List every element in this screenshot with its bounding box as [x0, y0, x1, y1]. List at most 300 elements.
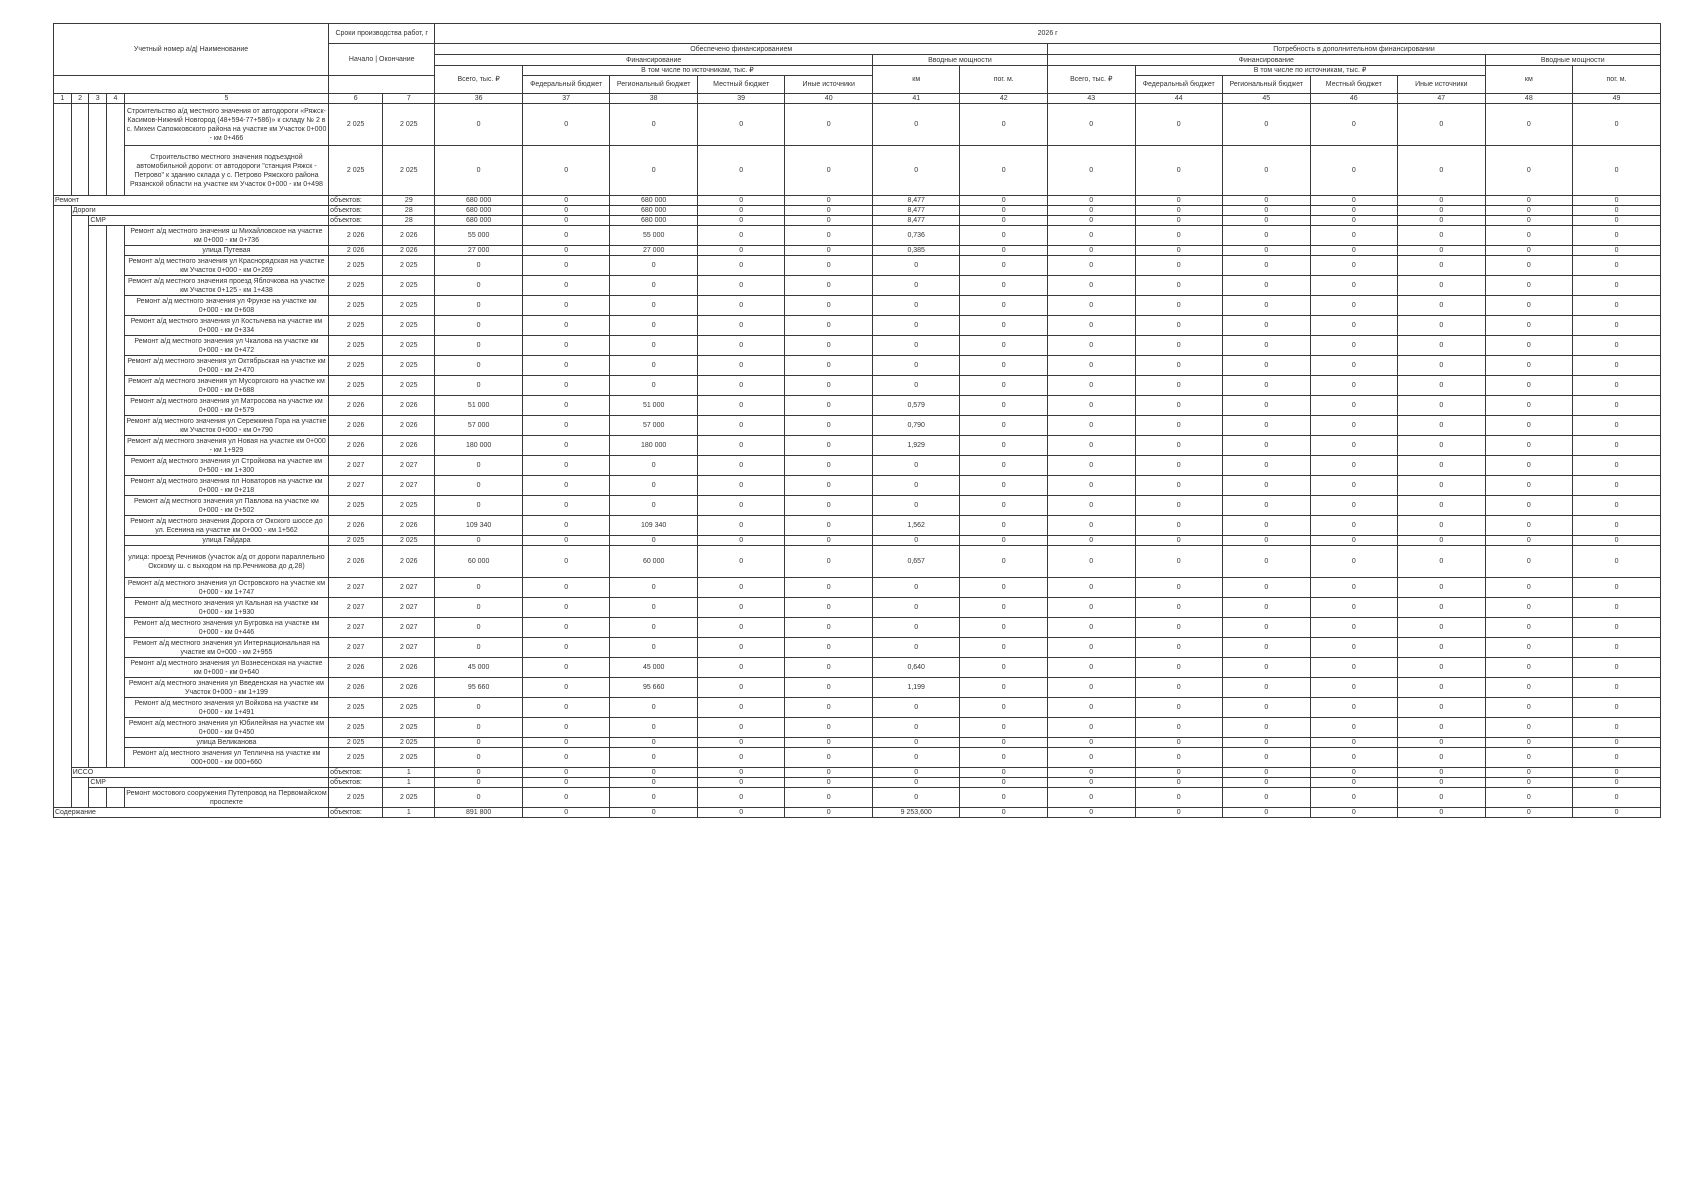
objects-count: 1: [383, 778, 435, 788]
start-year: 2 027: [329, 578, 383, 598]
object-name: Строительство а/д местного значения от автодороги «Ряжск-Касимов-Нижний Новгород (48+594-77+586)» к складу № 2 в с. Михеи Сапожковского района на участке км Участок 0+000 - км 0+466: [124, 104, 328, 146]
start-year: 2 027: [329, 456, 383, 476]
need-other-value: 0: [1398, 658, 1486, 678]
objects-count: 29: [383, 196, 435, 206]
indent-cell: [54, 788, 72, 808]
need-km-value: 0: [1485, 206, 1573, 216]
need-other-value: 0: [1398, 196, 1486, 206]
need-total-value: 0: [1047, 416, 1135, 436]
need-pogm-value: 0: [1573, 678, 1661, 698]
secured-pogm-value: 0: [960, 638, 1048, 658]
need-total-value: 0: [1047, 658, 1135, 678]
need-regional-value: 0: [1223, 146, 1311, 196]
need-total-value: 0: [1047, 808, 1135, 818]
secured-pogm-value: 0: [960, 476, 1048, 496]
secured-regional-value: 680 000: [610, 216, 698, 226]
indent-cell: [54, 146, 72, 196]
need-regional-value: 0: [1223, 436, 1311, 456]
start-year: 2 026: [329, 658, 383, 678]
indent-cell: [54, 618, 72, 638]
need-km-value: 0: [1485, 618, 1573, 638]
objects-label: объектов:: [329, 216, 383, 226]
secured-regional-value: 0: [610, 256, 698, 276]
indent-cell: [71, 416, 89, 436]
need-local-value: 0: [1310, 718, 1398, 738]
start-year: 2 026: [329, 516, 383, 536]
need-pogm-value: 0: [1573, 598, 1661, 618]
need-total-value: 0: [1047, 216, 1135, 226]
table-row: [54, 456, 1661, 476]
secured-federal-value: 0: [522, 698, 610, 718]
end-year: 2 025: [383, 738, 435, 748]
need-pogm-value: 0: [1573, 226, 1661, 246]
indent-cell: [107, 678, 125, 698]
secured-pogm-value: 0: [960, 678, 1048, 698]
objects-count: 28: [383, 216, 435, 226]
indent-cell: [107, 416, 125, 436]
need-regional-value: 0: [1223, 496, 1311, 516]
secured-pogm-value: 0: [960, 618, 1048, 638]
secured-federal-value: 0: [522, 748, 610, 768]
need-other-value: 0: [1398, 376, 1486, 396]
need-federal-value: 0: [1135, 778, 1223, 788]
object-name: Ремонт а/д местного значения ул Бугровка на участке км 0+000 - км 0+446: [124, 618, 328, 638]
object-name: Ремонт а/д местного значения ул Островского на участке км 0+000 - км 1+747: [124, 578, 328, 598]
secured-federal-value: 0: [522, 658, 610, 678]
secured-total-value: 0: [435, 768, 523, 778]
start-year: 2 025: [329, 316, 383, 336]
indent-cell: [89, 578, 107, 598]
need-km-value: 0: [1485, 256, 1573, 276]
table-row: [54, 146, 1661, 196]
secured-km-value: 0: [872, 768, 960, 778]
need-other-value: 0: [1398, 316, 1486, 336]
need-federal-value: 0: [1135, 718, 1223, 738]
need-total-value: 0: [1047, 296, 1135, 316]
secured-km-value: 0: [872, 256, 960, 276]
end-year: 2 026: [383, 396, 435, 416]
secured-federal-value: 0: [522, 416, 610, 436]
secured-pogm-value: 0: [960, 748, 1048, 768]
secured-federal-value: 0: [522, 296, 610, 316]
object-name: Ремонт а/д местного значения ул Костычева на участке км 0+000 - км 0+334: [124, 316, 328, 336]
need-km-value: 0: [1485, 216, 1573, 226]
need-total-value: 0: [1047, 104, 1135, 146]
indent-cell: [107, 476, 125, 496]
indent-cell: [107, 638, 125, 658]
secured-km-value: 1,929: [872, 436, 960, 456]
secured-local-value: 0: [697, 516, 785, 536]
indent-cell: [107, 618, 125, 638]
secured-total-value: 0: [435, 638, 523, 658]
end-year: 2 025: [383, 336, 435, 356]
secured-other-value: 0: [785, 456, 873, 476]
secured-local-value: 0: [697, 598, 785, 618]
object-name: Ремонт а/д местного значения ул Введенская на участке км Участок 0+000 - км 1+199: [124, 678, 328, 698]
secured-federal-header: Федеральный бюджет: [522, 76, 610, 94]
table-row: [54, 296, 1661, 316]
indent-cell: [54, 546, 72, 578]
secured-federal-value: 0: [522, 436, 610, 456]
secured-regional-value: 55 000: [610, 226, 698, 246]
secured-pogm-value: 0: [960, 738, 1048, 748]
indent-cell: [89, 496, 107, 516]
need-local-value: 0: [1310, 146, 1398, 196]
object-name: Ремонт а/д местного значения ул Стройкова на участке км 0+500 - км 1+300: [124, 456, 328, 476]
secured-pogm-value: 0: [960, 376, 1048, 396]
start-year: 2 026: [329, 546, 383, 578]
column-number: 45: [1223, 94, 1311, 104]
need-local-value: 0: [1310, 216, 1398, 226]
need-other-value: 0: [1398, 768, 1486, 778]
indent-cell: [71, 748, 89, 768]
indent-cell: [89, 276, 107, 296]
need-federal-value: 0: [1135, 598, 1223, 618]
need-local-value: 0: [1310, 296, 1398, 316]
table-row: [54, 436, 1661, 456]
need-other-value: 0: [1398, 226, 1486, 246]
secured-other-value: 0: [785, 436, 873, 456]
secured-regional-value: 0: [610, 718, 698, 738]
section-row: [54, 206, 1661, 216]
indent-cell: [54, 718, 72, 738]
end-year: 2 025: [383, 296, 435, 316]
secured-other-value: 0: [785, 104, 873, 146]
need-local-value: 0: [1310, 316, 1398, 336]
indent-cell: [89, 416, 107, 436]
secured-local-value: 0: [697, 748, 785, 768]
secured-local-value: 0: [697, 788, 785, 808]
objects-label: объектов:: [329, 808, 383, 818]
need-local-value: 0: [1310, 678, 1398, 698]
need-pogm-value: 0: [1573, 536, 1661, 546]
need-federal-value: 0: [1135, 476, 1223, 496]
indent-cell: [89, 396, 107, 416]
need-regional-value: 0: [1223, 336, 1311, 356]
secured-local-value: 0: [697, 226, 785, 246]
financing-table: [53, 23, 1661, 818]
need-pogm-value: 0: [1573, 146, 1661, 196]
secured-other-value: 0: [785, 246, 873, 256]
secured-km-value: 9 253,600: [872, 808, 960, 818]
indent-cell: [107, 658, 125, 678]
need-km-value: 0: [1485, 546, 1573, 578]
table-row: [54, 316, 1661, 336]
need-federal-value: 0: [1135, 638, 1223, 658]
secured-pogm-value: 0: [960, 226, 1048, 246]
secured-other-value: 0: [785, 718, 873, 738]
need-other-value: 0: [1398, 718, 1486, 738]
object-name: улица Путевая: [124, 246, 328, 256]
indent-cell: [107, 496, 125, 516]
start-year: 2 026: [329, 416, 383, 436]
need-pogm-value: 0: [1573, 436, 1661, 456]
secured-km-value: 0: [872, 276, 960, 296]
indent-cell: [89, 456, 107, 476]
secured-local-value: 0: [697, 256, 785, 276]
need-regional-header: Региональный бюджет: [1223, 76, 1311, 94]
secured-local-value: 0: [697, 246, 785, 256]
need-km-value: 0: [1485, 104, 1573, 146]
secured-other-value: 0: [785, 296, 873, 316]
need-pogm-value: 0: [1573, 516, 1661, 536]
need-local-header: Местный бюджет: [1310, 76, 1398, 94]
need-regional-value: 0: [1223, 578, 1311, 598]
indent-cell: [54, 496, 72, 516]
start-year: 2 027: [329, 618, 383, 638]
start-year: 2 025: [329, 698, 383, 718]
secured-km-value: 0: [872, 718, 960, 738]
object-name: Ремонт а/д местного значения ул Октябрьская на участке км 0+000 - км 2+470: [124, 356, 328, 376]
indent-cell: [107, 788, 125, 808]
table-row: [54, 618, 1661, 638]
secured-local-value: 0: [697, 678, 785, 698]
need-regional-value: 0: [1223, 476, 1311, 496]
end-year: 2 027: [383, 456, 435, 476]
indent-cell: [107, 436, 125, 456]
need-regional-value: 0: [1223, 104, 1311, 146]
secured-federal-value: 0: [522, 808, 610, 818]
need-regional-value: 0: [1223, 516, 1311, 536]
need-federal-value: 0: [1135, 768, 1223, 778]
indent-cell: [71, 356, 89, 376]
need-regional-value: 0: [1223, 748, 1311, 768]
indent-cell: [107, 718, 125, 738]
need-regional-value: 0: [1223, 316, 1311, 336]
need-total-value: 0: [1047, 396, 1135, 416]
indent-cell: [54, 738, 72, 748]
need-pogm-value: 0: [1573, 296, 1661, 316]
secured-federal-value: 0: [522, 768, 610, 778]
need-pogm-header: пог. м.: [1573, 66, 1661, 94]
need-pogm-value: 0: [1573, 456, 1661, 476]
end-year: 2 025: [383, 276, 435, 296]
need-km-value: 0: [1485, 536, 1573, 546]
need-pogm-value: 0: [1573, 396, 1661, 416]
start-year: 2 026: [329, 678, 383, 698]
need-other-value: 0: [1398, 748, 1486, 768]
start-year: 2 026: [329, 396, 383, 416]
indent-cell: [71, 316, 89, 336]
object-name: Ремонт а/д местного значения ул Интернациональная на участке км 0+000 - км 2+955: [124, 638, 328, 658]
need-local-value: 0: [1310, 788, 1398, 808]
column-number: 36: [435, 94, 523, 104]
need-other-value: 0: [1398, 516, 1486, 536]
secured-other-value: 0: [785, 578, 873, 598]
indent-cell: [71, 678, 89, 698]
table-row: [54, 256, 1661, 276]
indent-cell: [89, 356, 107, 376]
year-header: 2026 г: [435, 24, 1661, 44]
secured-km-value: 0,385: [872, 246, 960, 256]
column-number: 5: [124, 94, 328, 104]
secured-other-value: 0: [785, 376, 873, 396]
need-federal-value: 0: [1135, 738, 1223, 748]
indent-cell: [89, 678, 107, 698]
secured-regional-value: 109 340: [610, 516, 698, 536]
indent-cell: [71, 436, 89, 456]
secured-header: Обеспечено финансированием: [435, 44, 1048, 55]
objects-label: объектов:: [329, 196, 383, 206]
secured-regional-value: 0: [610, 316, 698, 336]
secured-total-value: 0: [435, 618, 523, 638]
need-km-header: км: [1485, 66, 1573, 94]
indent-cell: [107, 336, 125, 356]
need-pogm-value: 0: [1573, 206, 1661, 216]
secured-total-value: 0: [435, 718, 523, 738]
secured-local-header: Местный бюджет: [697, 76, 785, 94]
need-local-value: 0: [1310, 808, 1398, 818]
column-number: 46: [1310, 94, 1398, 104]
secured-total-value: 0: [435, 296, 523, 316]
need-pogm-value: 0: [1573, 416, 1661, 436]
secured-federal-value: 0: [522, 598, 610, 618]
secured-km-value: 0: [872, 536, 960, 546]
indent-cell: [54, 216, 72, 226]
indent-cell: [54, 104, 72, 146]
indent-cell: [89, 316, 107, 336]
end-year: 2 025: [383, 146, 435, 196]
object-name: Ремонт а/д местного значения пл Новаторов на участке км 0+000 - км 0+218: [124, 476, 328, 496]
column-number-row: [54, 94, 1661, 104]
table-row: [54, 698, 1661, 718]
end-year: 2 026: [383, 658, 435, 678]
end-year: 2 025: [383, 718, 435, 738]
need-local-value: 0: [1310, 496, 1398, 516]
indent-cell: [89, 738, 107, 748]
need-regional-value: 0: [1223, 256, 1311, 276]
need-local-value: 0: [1310, 738, 1398, 748]
need-regional-value: 0: [1223, 618, 1311, 638]
need-regional-value: 0: [1223, 206, 1311, 216]
need-federal-value: 0: [1135, 546, 1223, 578]
secured-total-value: 680 000: [435, 196, 523, 206]
indent-cell: [71, 296, 89, 316]
secured-total-value: 45 000: [435, 658, 523, 678]
need-total-value: 0: [1047, 276, 1135, 296]
start-year: 2 025: [329, 536, 383, 546]
need-km-value: 0: [1485, 738, 1573, 748]
indent-cell: [71, 698, 89, 718]
secured-pogm-value: 0: [960, 196, 1048, 206]
need-km-value: 0: [1485, 146, 1573, 196]
indent-cell: [89, 546, 107, 578]
indent-cell: [89, 536, 107, 546]
secured-other-value: 0: [785, 808, 873, 818]
secured-pogm-value: 0: [960, 698, 1048, 718]
end-year: 2 025: [383, 356, 435, 376]
need-total-value: 0: [1047, 598, 1135, 618]
end-year: 2 026: [383, 546, 435, 578]
end-year: 2 027: [383, 476, 435, 496]
end-year: 2 025: [383, 748, 435, 768]
secured-total-value: 0: [435, 256, 523, 276]
table-row: [54, 546, 1661, 578]
table-row: [54, 276, 1661, 296]
secured-local-value: 0: [697, 356, 785, 376]
secured-other-value: 0: [785, 738, 873, 748]
indent-cell: [107, 516, 125, 536]
secured-regional-value: 0: [610, 476, 698, 496]
indent-cell: [71, 788, 89, 808]
secured-federal-value: 0: [522, 788, 610, 808]
need-other-value: 0: [1398, 698, 1486, 718]
need-km-value: 0: [1485, 496, 1573, 516]
need-sources-header: В том числе по источникам, тыс. ₽: [1135, 66, 1485, 76]
secured-federal-value: 0: [522, 496, 610, 516]
secured-federal-value: 0: [522, 146, 610, 196]
table-row: [54, 246, 1661, 256]
need-federal-value: 0: [1135, 618, 1223, 638]
need-other-value: 0: [1398, 216, 1486, 226]
secured-other-value: 0: [785, 336, 873, 356]
indent-cell: [107, 456, 125, 476]
need-total-value: 0: [1047, 456, 1135, 476]
end-year: 2 027: [383, 638, 435, 658]
need-total-value: 0: [1047, 146, 1135, 196]
indent-cell: [71, 738, 89, 748]
need-other-value: 0: [1398, 598, 1486, 618]
need-other-value: 0: [1398, 536, 1486, 546]
secured-total-value: 0: [435, 748, 523, 768]
objects-count: 1: [383, 808, 435, 818]
need-federal-value: 0: [1135, 356, 1223, 376]
need-total-value: 0: [1047, 376, 1135, 396]
indent-cell: [54, 536, 72, 546]
indent-cell: [107, 536, 125, 546]
indent-cell: [89, 618, 107, 638]
table-row: [54, 658, 1661, 678]
secured-other-value: 0: [785, 316, 873, 336]
need-pogm-value: 0: [1573, 276, 1661, 296]
column-number: 6: [329, 94, 383, 104]
secured-local-value: 0: [697, 104, 785, 146]
secured-total-value: 0: [435, 496, 523, 516]
secured-federal-value: 0: [522, 206, 610, 216]
need-total-value: 0: [1047, 536, 1135, 546]
start-year: 2 025: [329, 146, 383, 196]
secured-total-value: 57 000: [435, 416, 523, 436]
indent-cell: [54, 516, 72, 536]
need-federal-value: 0: [1135, 416, 1223, 436]
need-pogm-value: 0: [1573, 496, 1661, 516]
secured-regional-value: 0: [610, 456, 698, 476]
secured-km-value: 0: [872, 738, 960, 748]
indent-cell: [71, 456, 89, 476]
start-year: 2 025: [329, 376, 383, 396]
secured-other-value: 0: [785, 276, 873, 296]
need-total-value: 0: [1047, 738, 1135, 748]
secured-pogm-value: 0: [960, 718, 1048, 738]
secured-total-value: 51 000: [435, 396, 523, 416]
section-row: [54, 778, 1661, 788]
end-year: 2 025: [383, 698, 435, 718]
object-name: Ремонт а/д местного значения ул Кальная на участке км 0+000 - км 1+930: [124, 598, 328, 618]
object-name: Ремонт а/д местного значения ул Павлова на участке км 0+000 - км 0+502: [124, 496, 328, 516]
secured-total-value: 0: [435, 336, 523, 356]
indent-cell: [71, 778, 89, 788]
objects-label: объектов:: [329, 778, 383, 788]
secured-km-value: 0: [872, 788, 960, 808]
section-row: [54, 196, 1661, 206]
secured-pogm-value: 0: [960, 216, 1048, 226]
secured-local-value: 0: [697, 436, 785, 456]
indent-cell: [71, 496, 89, 516]
need-km-value: 0: [1485, 196, 1573, 206]
secured-other-value: 0: [785, 546, 873, 578]
indent-cell: [107, 276, 125, 296]
secured-km-value: 1,562: [872, 516, 960, 536]
